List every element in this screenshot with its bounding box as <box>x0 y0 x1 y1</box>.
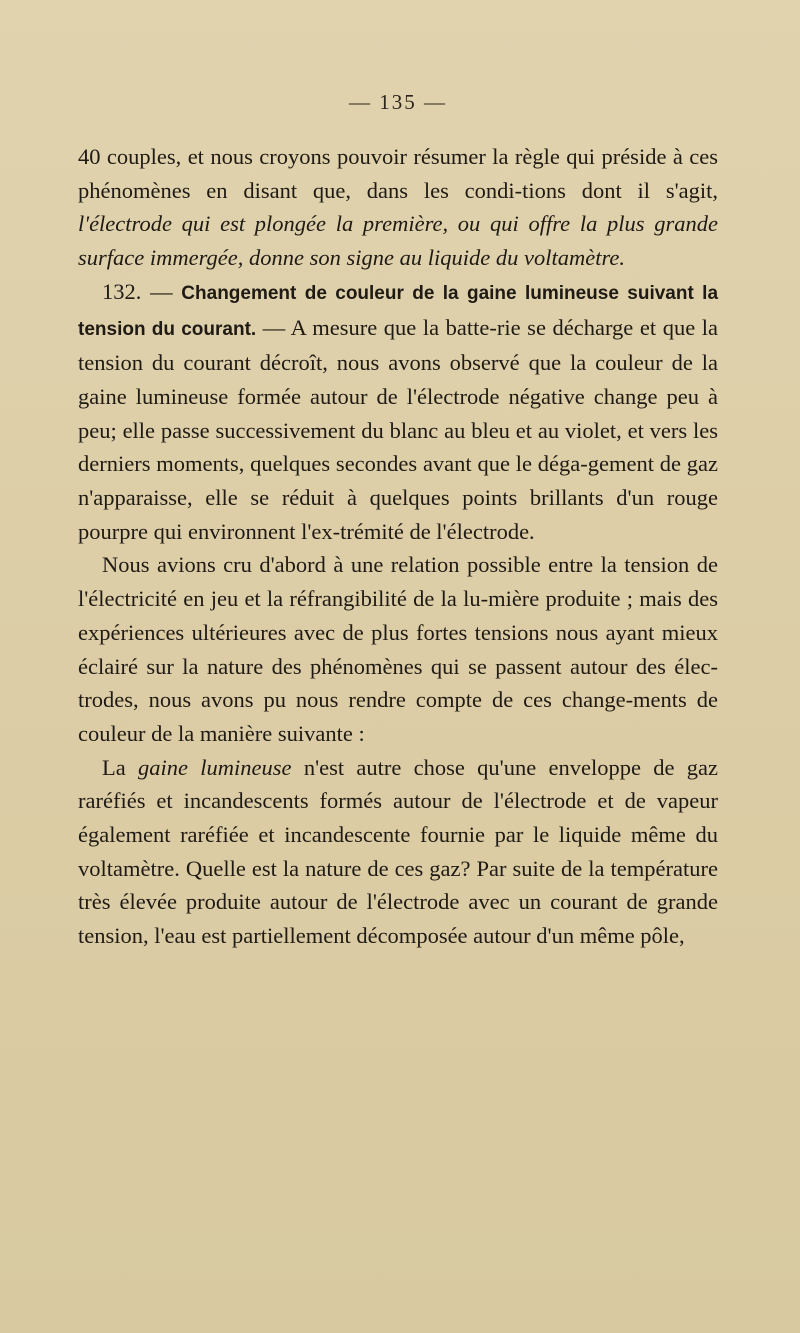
paragraph-4-text-b: n'est autre chose qu'une enveloppe de gaz raréfiés et incandescents formés autour de l'électrode et de vapeur également raréfiée et incandescente fournie par le liquide même du voltamètre. Quelle est la nature de ces gaz? Par suite de la température très élevée produite autour de l'électrode avec un courant de grande tension, l'eau est partiellement décomposée autour d'un même pôle, <box>78 754 719 949</box>
paragraph-2-text: — A mesure que la batte-rie se décharge et que la tension du courant décroît, nous avons observé que la couleur de la gaine lumineuse formée autour de l'électrode négative change peu à peu; elle passe successivement du blanc au bleu et au violet, et vers les derniers moments, quelques secondes avant que le déga-gement de gaz n'apparaisse, elle se réduit à quelques points brillants d'un rouge pourpre qui environnent l'ex-trémité de l'électrode. <box>78 314 719 544</box>
paragraph-4 <box>78 751 718 953</box>
section-heading: Changement de couleur de la gaine lumineuse suivant la tension du courant. <box>78 282 719 340</box>
paragraph-1-italic-rule: l'électrode qui est plongée la première, ou qui offre la plus grande surface immergée, donne son signe au liquide du voltamètre. <box>78 211 718 271</box>
page-number: — 135 — <box>349 90 447 114</box>
section-dash: — <box>141 278 182 304</box>
paragraph-4-italic-term: gaine lumineuse <box>138 754 292 780</box>
paragraph-3 <box>78 548 718 750</box>
paragraph-1-text: 40 couples, et nous croyons pouvoir résumer la règle qui préside à ces phénomènes en disant que, dans les condi-tions dont il s'agit, <box>78 144 718 203</box>
paragraph-3-text: Nous avions cru d'abord à une relation possible entre la tension de l'électricité en jeu et la réfrangibilité de la lu-mière produite ; mais des expériences ultérieures avec de plus fortes tensions nous ayant mieux éclairé sur la nature des phénomènes qui se passent autour des élec-trodes, nous avons pu nous rendre compte de ces change-ments de couleur de la manière suivante : <box>78 552 718 746</box>
paragraph-1 <box>78 140 718 275</box>
paragraph-4-text-a: La <box>102 754 139 780</box>
paragraph-2 <box>78 275 718 549</box>
body-text <box>78 140 718 953</box>
section-number: 132. <box>102 278 142 304</box>
